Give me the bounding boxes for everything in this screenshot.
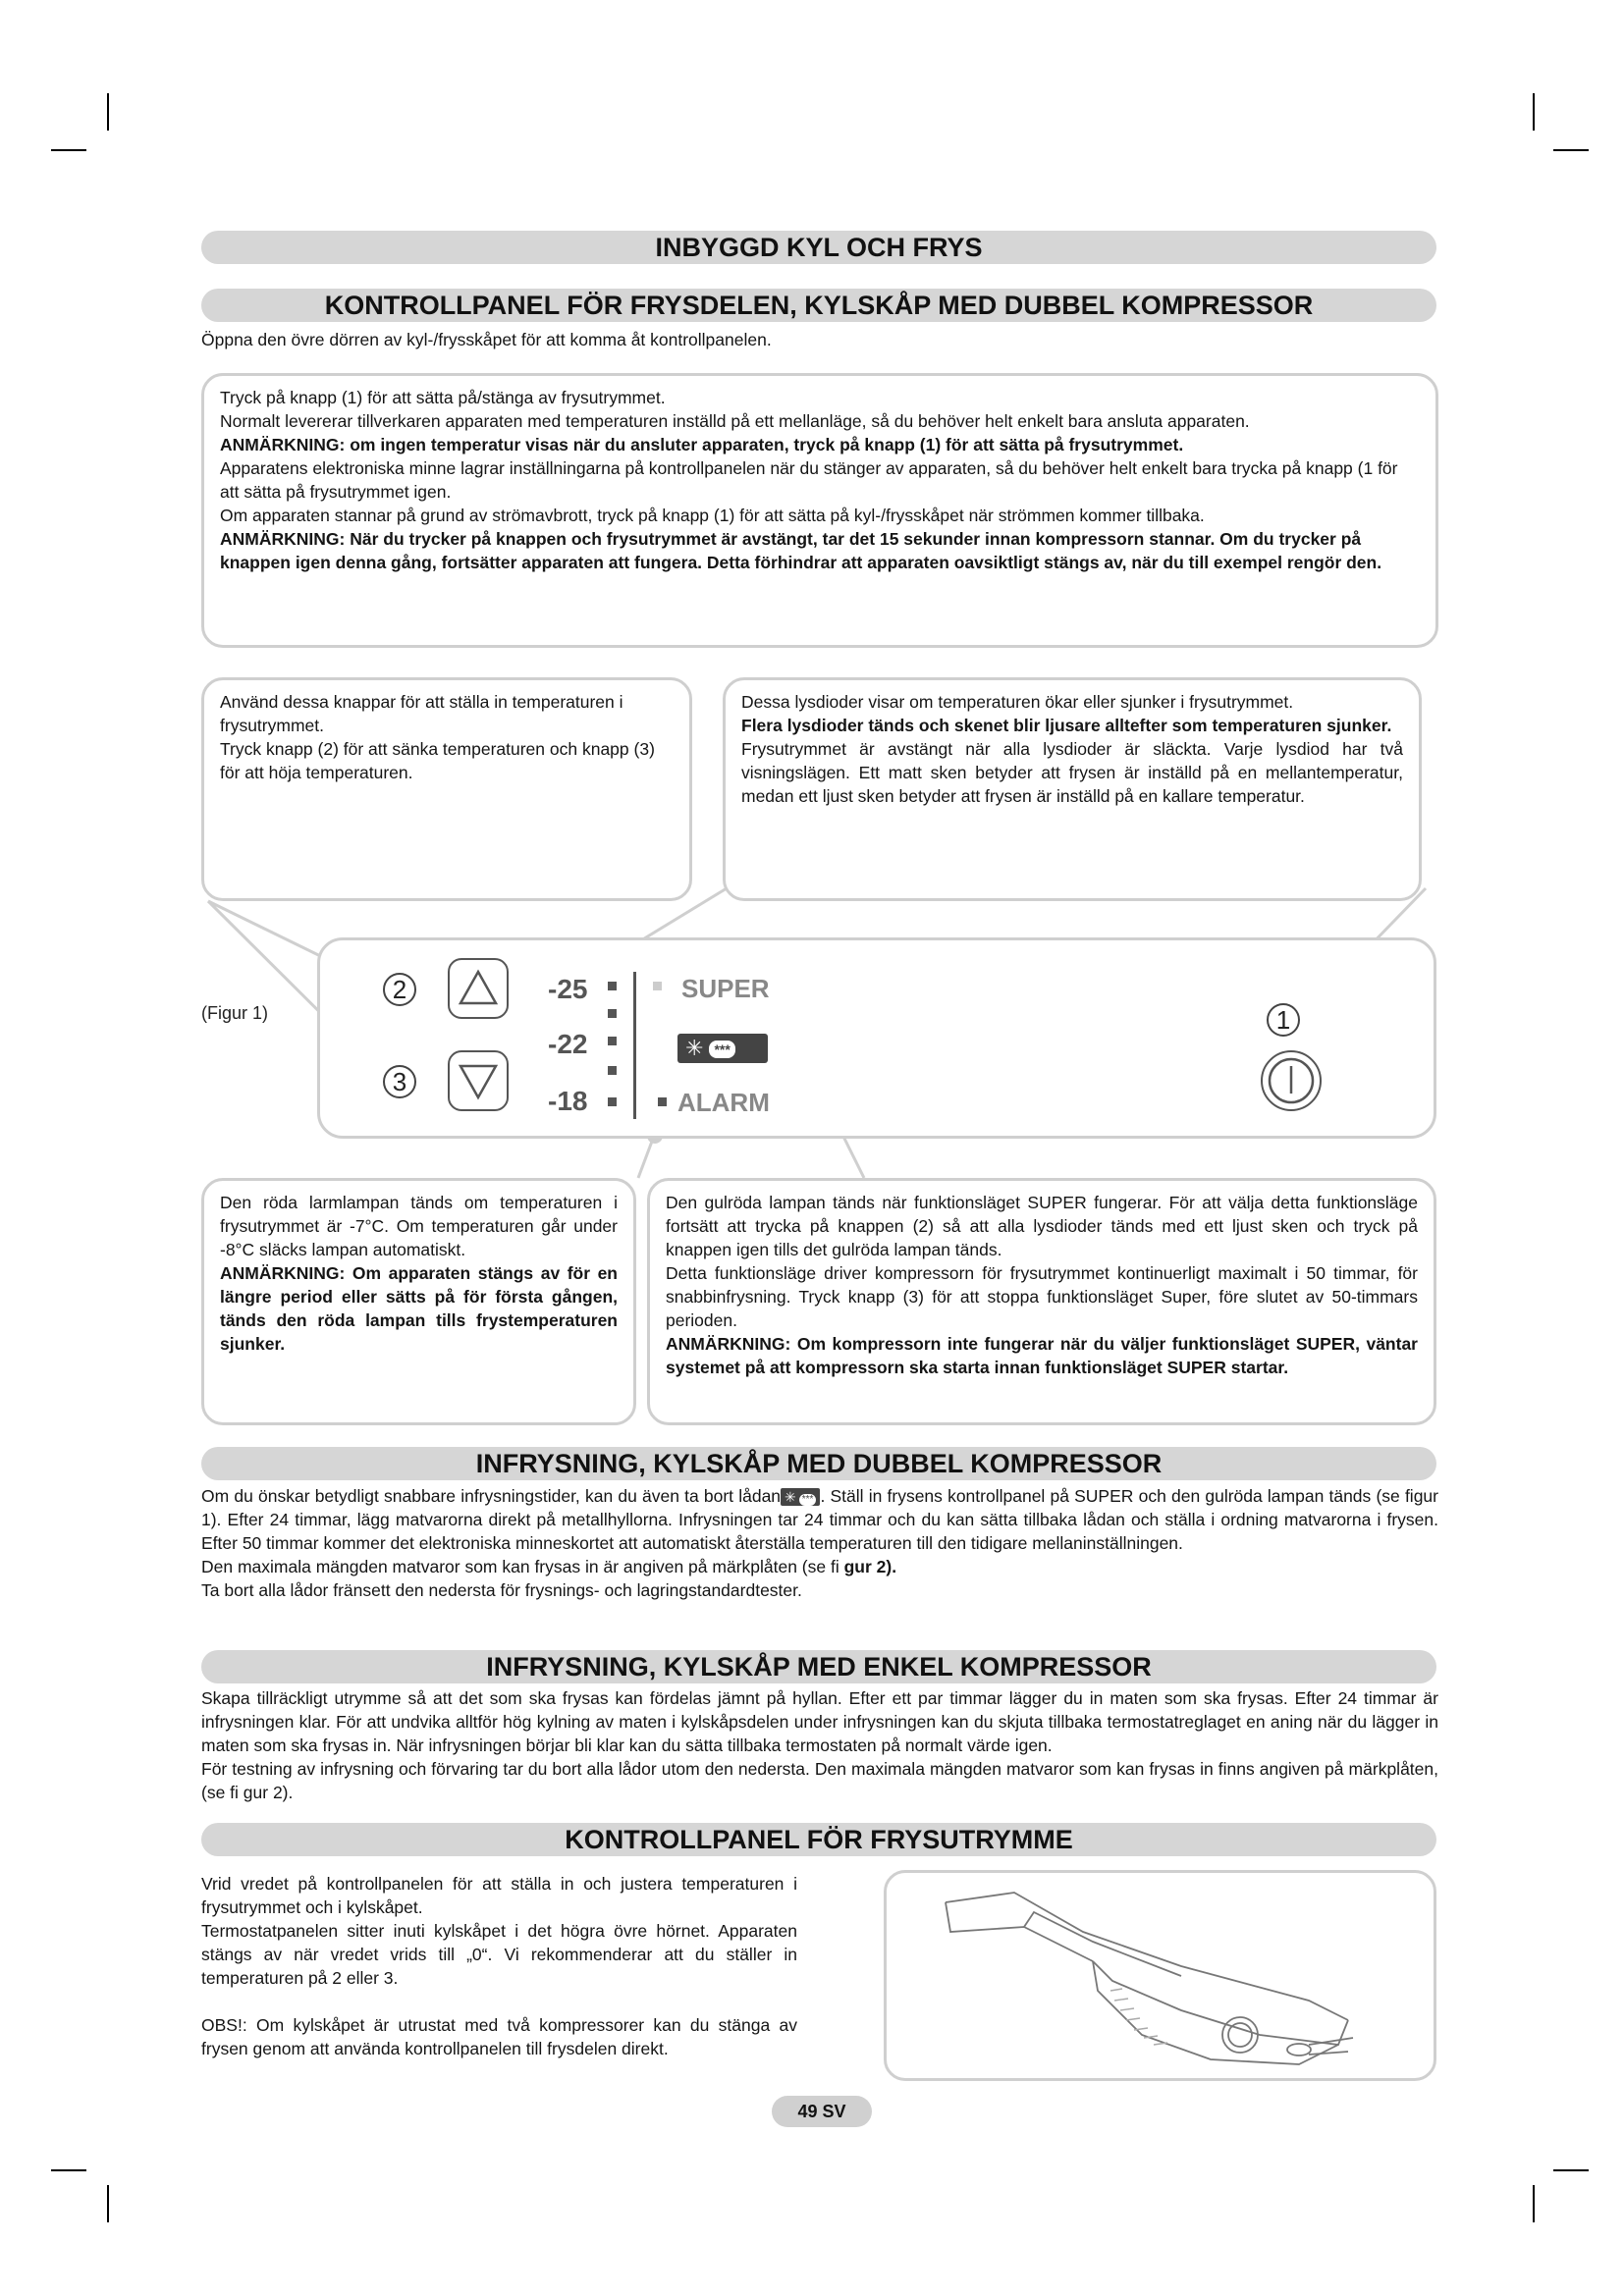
text-line: Tryck knapp (2) för att sänka temperaturen och knapp (3) för att höja temperaturen. [220,739,655,782]
text-line: Dessa lysdioder visar om temperaturen ökar eller sjunker i frysutrymmet. [741,692,1294,712]
section-text-freezer-control [201,1872,797,2060]
power-icon [1263,1052,1320,1109]
text-line: Detta funktionsläge driver kompressorn för frysutrymmet kontinuerligt maximalt i 50 timmar, för snabbinfrysning. Tryck knapp (3) för att stoppa funktionsläget Super, före slutet av 50-timmars perioden. [666,1263,1418,1330]
paragraph: Termostatpanelen sitter inuti kylskåpet i det högra övre hörnet. Apparaten stängs av när vredet vrids till „0“. Vi rekommenderar att du ställer in temperaturen på 2 eller 3. [201,1921,797,1988]
temp-label-22: -22 [548,1029,588,1059]
paragraph: För testning av infrysning och förvaring tar du bort alla lådor utom den nedersta. Den maximala mängden matvaror som kan frysas in finns angiven på märkplåten, (se fi gur 2). [201,1759,1438,1802]
note-line: ANMÄRKNING: Om apparaten stängs av för en längre period eller sätts på för första gången, tänds den röda lampan tills frystemperaturen sjunker. [220,1263,618,1354]
callout-number-3: 3 [383,1065,416,1098]
info-box-super [647,1178,1436,1425]
paragraph [201,1555,1438,1578]
text-line: Den gulröda lampan tänds när funktionsläget SUPER fungerar. För att välja detta funktionsläge fortsätt att trycka på knappen (2) så att alla lysdioder tänds med ett ljust sken och tryck på knappen igen tills det gulröda lampan tänds. [666,1193,1418,1259]
text-line: Frysutrymmet är avstängt när alla lysdioder är släckta. Varje lysdiod har två visningslägen. Ett matt sken betyder att frysen är inställd på en mellantemperatur, medan ett ljust sken betyder att frysen är inställd på en kallare temperatur. [741,739,1403,806]
note-line: ANMÄRKNING: om ingen temperatur visas när du ansluter apparaten, tryck på knapp (1) för att sätta på frysutrymmet. [220,435,1184,454]
callout-number-1: 1 [1267,1003,1300,1037]
triangle-down-icon [450,1052,507,1109]
note-line: Flera lysdioder tänds och skenet blir ljusare alltefter som temperaturen sjunker. [741,716,1392,735]
led-indicator [608,1037,617,1045]
paragraph: Ta bort alla lådor fränsett den nedersta för frysnings- och lagringstandardtester. [201,1580,802,1600]
led-indicator [608,1097,617,1106]
note-line: ANMÄRKNING: Om kompressorn inte fungerar när du väljer funktionsläget SUPER, väntar systemet på att kompressorn ska starta innan funktionsläget SUPER startar. [666,1334,1418,1377]
page-number: 49 SV [772,2096,872,2127]
text-line: Den röda larmlampan tänds om temperaturen i frysutrymmet är -7°C. Om temperaturen går under -8°C släcks lampan automatiskt. [220,1193,618,1259]
temp-down-button[interactable] [448,958,509,1019]
super-led [653,982,662,990]
text-line: Tryck på knapp (1) för att sätta på/stänga av frysutrymmet. [220,388,666,407]
main-title: INBYGGD KYL OCH FRYS [201,231,1436,264]
freezer-drawer-symbol-inline [781,1488,820,1506]
freezer-drawer-symbol [677,1034,768,1063]
triangle-up-icon [450,960,507,1017]
star-rating-pill: *** [709,1041,734,1058]
text-line: Normalt levererar tillverkaren apparaten med temperaturen inställd på ett mellanläge, så du behöver helt enkelt bara ansluta apparaten. [220,411,1250,431]
text-line: Apparatens elektroniska minne lagrar inställningarna på kontrollpanelen när du stänger av apparaten, så du behöver helt enkelt bara trycka på knapp (1 för att sätta på frysutrymmet igen. [220,458,1398,502]
snowflake-icon: ✳ [785,1489,796,1505]
note-line: ANMÄRKNING: När du trycker på knappen och frysutrymmet är avstängt, tar det 15 sekunder innan kompressorn stannar. Om du trycker på knappen igen denna gång, fortsätter apparaten att fungera. Detta förhindrar att apparaten oavsiktligt stängs av, när du till exempel rengör den. [220,529,1382,572]
panel-divider [633,972,636,1119]
section-text-freezing-single [201,1686,1438,1804]
alarm-led [658,1097,667,1106]
temp-label-18: -18 [548,1086,588,1116]
paragraph: Skapa tillräckligt utrymme så att det som ska frysas kan fördelas jämnt på hyllan. Efter ett par timmar lägger du in maten som ska frysas. Efter 24 timmar är infrysningen klar. För att undvika alltför hög kylning av maten i kylskåpsdelen under infrysningen kan du skjuta tillbaka termostatreglaget en aning när du lägger in maten som ska frysas in. När infrysningen börjar bli klar kan du sätta tillbaka termostaten på normalt värde igen. [201,1688,1438,1755]
power-button[interactable] [1261,1050,1322,1111]
temp-label-25: -25 [548,974,588,1004]
text-run: Om du önskar betydligt snabbare infrysningstider, kan du även ta bort lådan [201,1486,782,1506]
paragraph [201,1484,1438,1555]
text-line: Om apparaten stannar på grund av strömavbrott, tryck på knapp (1) för att sätta på kyl-/frysskåpet när strömmen kommer tillbaka. [220,506,1205,525]
figure-label: (Figur 1) [201,1003,269,1023]
paragraph: OBS!: Om kylskåpet är utrustat med två kompressorer kan du stänga av frysen genom att använda kontrollpanelen till frysdelen direkt. [201,2015,797,2058]
thermostat-panel-illustration [887,1873,1434,2078]
text-line: Använd dessa knappar för att ställa in temperaturen i frysutrymmet. [220,692,623,735]
thermostat-figure-box [884,1870,1436,2081]
super-label: SUPER [681,974,770,1003]
section-header-freezer-control: KONTROLLPANEL FÖR FRYSUTRYMME [201,1823,1436,1856]
star-rating-pill: *** [799,1494,817,1506]
callout-number-2: 2 [383,973,416,1006]
led-indicator [608,1066,617,1075]
section-text-freezing-dual [201,1484,1438,1602]
snowflake-icon: ✳ [685,1036,704,1060]
section-header-freezing-single: INFRYSNING, KYLSKÅP MED ENKEL KOMPRESSOR [201,1650,1436,1683]
intro-text: Öppna den övre dörren av kyl-/frysskåpet för att komma åt kontrollpanelen. [201,330,772,349]
figure-reference: gur 2). [843,1557,897,1576]
alarm-label: ALARM [677,1088,770,1117]
paragraph: Vrid vredet på kontrollpanelen för att ställa in och justera temperaturen i frysutrymmet och i kylskåpet. [201,1874,797,1917]
section-header-control-panel-dual: KONTROLLPANEL FÖR FRYSDELEN, KYLSKÅP MED DUBBEL KOMPRESSOR [201,289,1436,322]
led-indicator [608,982,617,990]
temp-up-button[interactable] [448,1050,509,1111]
led-indicator [608,1009,617,1018]
info-box-alarm [201,1178,636,1425]
section-header-freezing-dual: INFRYSNING, KYLSKÅP MED DUBBEL KOMPRESSOR [201,1447,1436,1480]
text-run: . Ställ in frysens kontrollpanel på SUPER och den gulröda lampan tänds (se figur 1). Efter 24 timmar, lägg matvarorna direkt på metallhyllorna. Infrysningen tar 24 timmar och du kan sätta tillbaka lådan och ställa i ordning matvarorna i frysen. Efter 50 timmar kommer det elektroniska minneskortet att automatiskt återställa temperaturen till den tidigare mellaninställningen. [201,1486,1438,1553]
text-run: Den maximala mängden matvaror som kan frysas in är angiven på märkplåten (se fi [201,1557,844,1576]
